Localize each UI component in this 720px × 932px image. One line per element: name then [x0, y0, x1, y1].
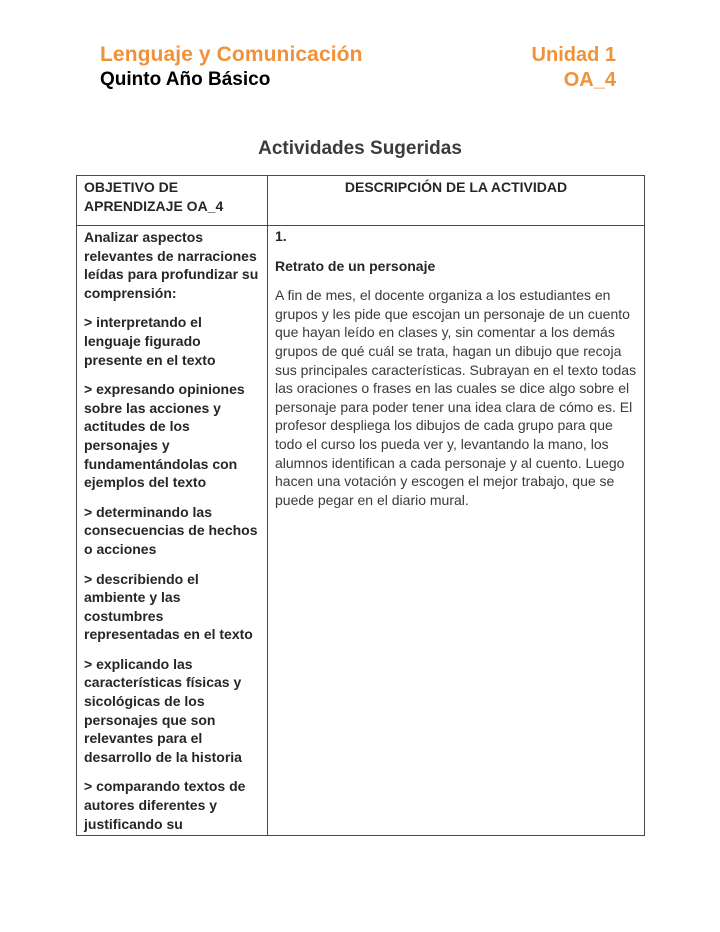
header-left — [100, 42, 363, 92]
activity-body: A fin de mes, el docente organiza a los estudiantes en grupos y les pide que escojan un personaje de un cuento que hayan leído en clases y, sin comentar a los demás grupos de qué cuál se trata, hagan un dibujo que recoja sus principales características. Subrayan en el texto todas las oraciones o frases en las cuales se dice algo sobre el personaje para poder tener una idea clara de cómo es. El profesor despliega los dibujos de cada grupo para que todo el curso los pueda ver y, levantando la mano, los alumnos identifican a cada personaje y al cuento. Luego hacen una votación y escogen el mejor trabajo, que se puede pegar en el diario mural. — [275, 287, 637, 508]
objective-code-label: OA_4 — [563, 69, 616, 91]
objective-cell — [77, 226, 268, 836]
activity-table — [76, 175, 645, 836]
header-right — [532, 42, 616, 92]
grade-title: Quinto Año Básico — [100, 69, 271, 90]
table-header-row — [77, 176, 645, 226]
description-cell — [268, 226, 645, 836]
description-column-header: DESCRIPCIÓN DE LA ACTIVIDAD — [268, 176, 645, 226]
activity-number: 1. — [275, 228, 287, 244]
table-row — [77, 226, 645, 836]
activity-title: Retrato de un personaje — [275, 257, 436, 274]
subject-title: Lenguaje y Comunicación — [100, 43, 363, 66]
page-header — [100, 42, 620, 98]
objective-item: > explicando las características físicas y sicológicas de los personajes que son relevantes para el desarrollo de la historia — [84, 655, 242, 765]
objective-item: > comparando textos de autores diferentes y justificando su — [84, 778, 246, 832]
objective-item: > expresando opiniones sobre las acciones y actitudes de los personajes y fundamentándolas con ejemplos del texto — [84, 381, 245, 491]
objective-intro: Analizar aspectos relevantes de narraciones leídas para profundizar su comprensión: — [84, 229, 259, 301]
objective-item: > interpretando el lenguaje figurado presente en el texto — [84, 314, 216, 368]
objective-column-header: OBJETIVO DE APRENDIZAJE OA_4 — [77, 176, 268, 226]
objective-item: > determinando las consecuencias de hechos o acciones — [84, 503, 258, 557]
section-title: Actividades Sugeridas — [258, 138, 462, 159]
unit-label: Unidad 1 — [531, 44, 616, 66]
objective-item: > describiendo el ambiente y las costumbres representadas en el texto — [84, 570, 253, 643]
